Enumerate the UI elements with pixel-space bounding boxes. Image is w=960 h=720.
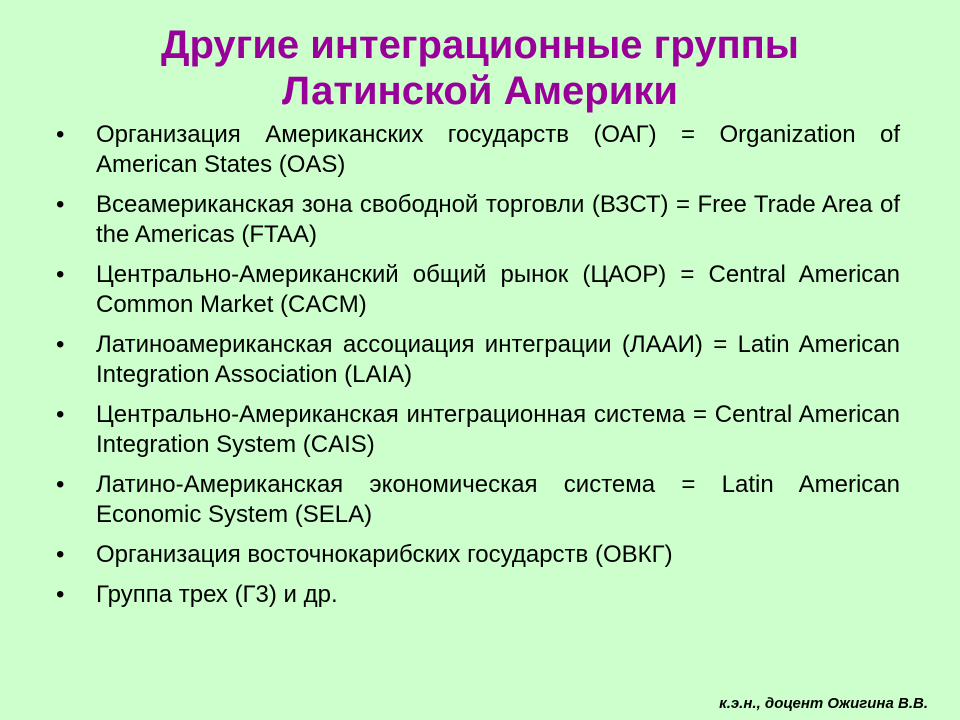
bullet-icon: •: [56, 331, 65, 358]
bullet-icon: •: [56, 401, 65, 428]
bullet-text: Латино-Американская экономическая система = Latin American Economic System (SELA): [96, 471, 900, 528]
bullet-icon: •: [56, 121, 65, 148]
author-footer: к.э.н., доцент Ожигина В.В.: [719, 695, 928, 712]
slide-title: [60, 22, 900, 114]
list-item: [56, 580, 900, 610]
bullet-icon: •: [56, 471, 65, 498]
list-item: [56, 190, 900, 250]
bullet-icon: •: [56, 581, 65, 608]
bullet-text: Группа трех (Г3) и др.: [96, 581, 338, 608]
title-line-1: Другие интеграционные группы: [161, 23, 799, 67]
list-item: [56, 120, 900, 180]
bullet-icon: •: [56, 541, 65, 568]
list-item: [56, 540, 900, 570]
list-item: [56, 400, 900, 460]
title-line-2: Латинской Америки: [282, 69, 678, 113]
bullet-text: Организация восточнокарибских государств (ОВКГ): [96, 541, 673, 568]
bullet-text: Всеамериканская зона свободной торговли (ВЗСТ) = Free Trade Area of the Americas (FTAA): [96, 191, 900, 248]
list-item: [56, 260, 900, 320]
bullet-text: Организация Американских государств (ОАГ) = Organization of American States (OAS): [96, 121, 900, 178]
bullet-list: [56, 120, 900, 620]
bullet-icon: •: [56, 261, 65, 288]
list-item: [56, 470, 900, 530]
bullet-icon: •: [56, 191, 65, 218]
bullet-text: Центрально-Американская интеграционная система = Central American Integration System (CAIS): [96, 401, 900, 458]
list-item: [56, 330, 900, 390]
bullet-text: Центрально-Американский общий рынок (ЦАОР) = Central American Common Market (CACM): [96, 261, 900, 318]
bullet-text: Латиноамериканская ассоциация интеграции (ЛААИ) = Latin American Integration Association (LAIA): [96, 331, 900, 388]
